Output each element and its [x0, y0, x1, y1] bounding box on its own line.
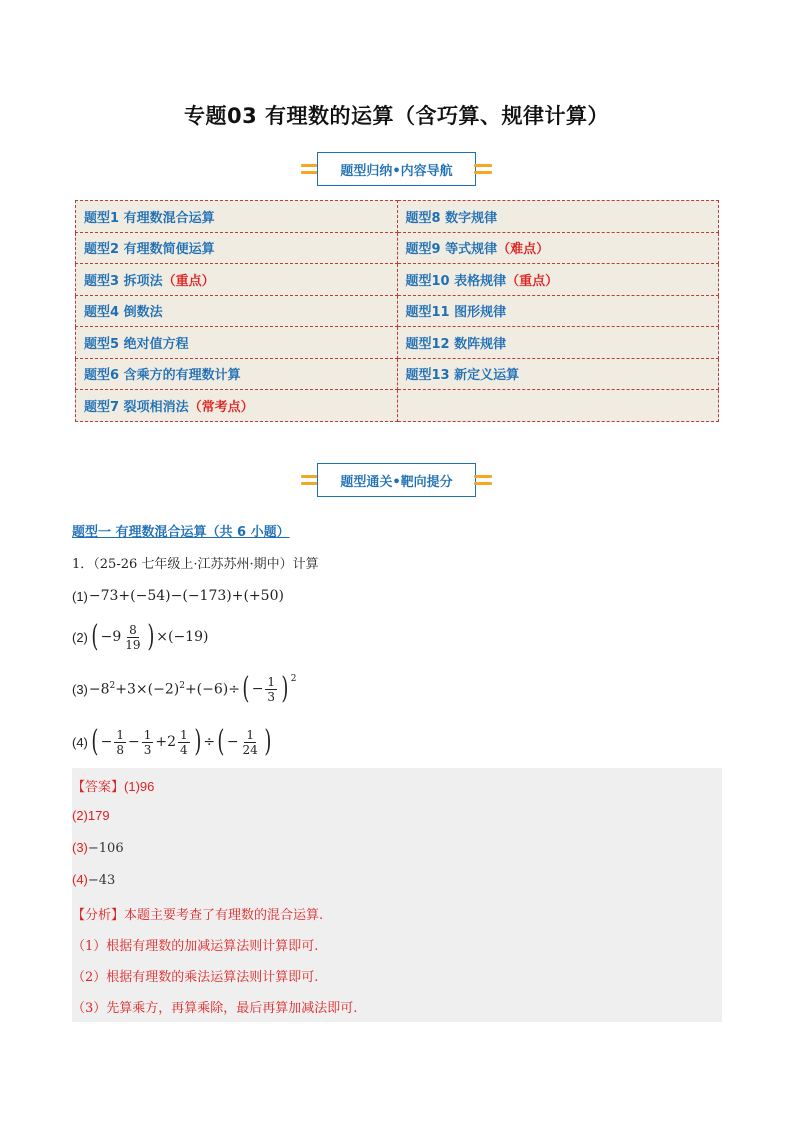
math-expression: −73+(−54)−(−173)+(+50) — [88, 588, 284, 604]
answer-2: (2)179 — [72, 808, 110, 823]
nav-item[interactable]: 题型10 表格规律（重点） — [397, 264, 719, 296]
analysis-step-3: （3）先算乘方，再算乘除，最后再算加减法即可. — [72, 1001, 358, 1016]
fraction: $\frac{8}{19}$ — [125, 622, 141, 652]
formula-2: (2) ( −9 $\frac{8}{19}$ ) ×(−19) — [72, 619, 209, 654]
nav-item[interactable]: 题型1 有理数混合运算 — [76, 201, 398, 233]
practice-banner — [0, 462, 793, 498]
part-label: (3) — [72, 681, 88, 697]
formula-4: (4) ( − $\frac{1}{8}$ − $\frac{1}{3}$ +2 $\frac{1}{4}$ ) ÷ ( − $\frac{1}{24}$ ) — [72, 724, 272, 759]
answer-4: (4)−43 — [72, 872, 116, 888]
banner-right-decoration-icon — [474, 162, 492, 176]
part-label: (4) — [72, 734, 88, 750]
page-title: 专题03 有理数的运算（含巧算、规律计算） — [183, 104, 610, 128]
nav-item[interactable]: 题型8 数字规律 — [397, 201, 719, 233]
nav-row — [76, 264, 719, 296]
content-navigation-table — [75, 200, 719, 422]
formula-1 — [72, 588, 284, 604]
fraction: $\frac{1}{8}$ — [116, 727, 124, 757]
nav-item-empty — [397, 390, 719, 422]
formula-3: (3) $-8^2+3\times(-2)^2+(-6)\div$ ( − $\frac{1}{3}$ ) $^2$ — [72, 671, 297, 706]
nav-banner-label: 题型归纳•内容导航 — [317, 152, 475, 186]
analysis-step-2: （2）根据有理数的乘法运算法则计算即可. — [72, 970, 319, 985]
nav-item[interactable]: 题型4 倒数法 — [76, 295, 398, 327]
nav-row — [76, 358, 719, 390]
fraction: $\frac{1}{24}$ — [242, 727, 258, 757]
nav-banner — [0, 151, 793, 187]
banner-right-decoration-icon — [474, 473, 492, 487]
answer-1: 【答案】(1)96 — [72, 779, 155, 794]
fraction: $\frac{1}{3}$ — [143, 727, 152, 757]
nav-item[interactable]: 题型2 有理数简便运算 — [76, 232, 398, 264]
fraction: $\frac{1}{3}$ — [267, 674, 276, 704]
nav-item[interactable]: 题型6 含乘方的有理数计算 — [76, 358, 398, 390]
nav-row — [76, 232, 719, 264]
nav-item[interactable]: 题型3 拆项法（重点） — [76, 264, 398, 296]
nav-item[interactable]: 题型7 裂项相消法（常考点） — [76, 390, 398, 422]
nav-row — [76, 295, 719, 327]
nav-row — [76, 327, 719, 359]
analysis: 【分析】本题主要考查了有理数的混合运算. — [72, 908, 324, 923]
section-heading-link[interactable]: 题型一 有理数混合运算（共 6 小题） — [72, 525, 290, 540]
question-stem: 1．（25-26 七年级上·江苏苏州·期中）计算 — [72, 557, 319, 572]
nav-item[interactable]: 题型11 图形规律 — [397, 295, 719, 327]
answer-3: (3)−106 — [72, 840, 124, 856]
nav-row — [76, 201, 719, 233]
fraction: $\frac{1}{4}$ — [180, 727, 188, 757]
nav-item[interactable]: 题型13 新定义运算 — [397, 358, 719, 390]
nav-item[interactable]: 题型9 等式规律（难点） — [397, 232, 719, 264]
practice-banner-label: 题型通关•靶向提分 — [317, 463, 475, 497]
nav-item[interactable]: 题型12 数阵规律 — [397, 327, 719, 359]
nav-row — [76, 390, 719, 422]
analysis-step-1: （1）根据有理数的加减运算法则计算即可. — [72, 939, 319, 954]
nav-item[interactable]: 题型5 绝对值方程 — [76, 327, 398, 359]
part-label: (1) — [72, 588, 88, 604]
part-label: (2) — [72, 629, 88, 645]
